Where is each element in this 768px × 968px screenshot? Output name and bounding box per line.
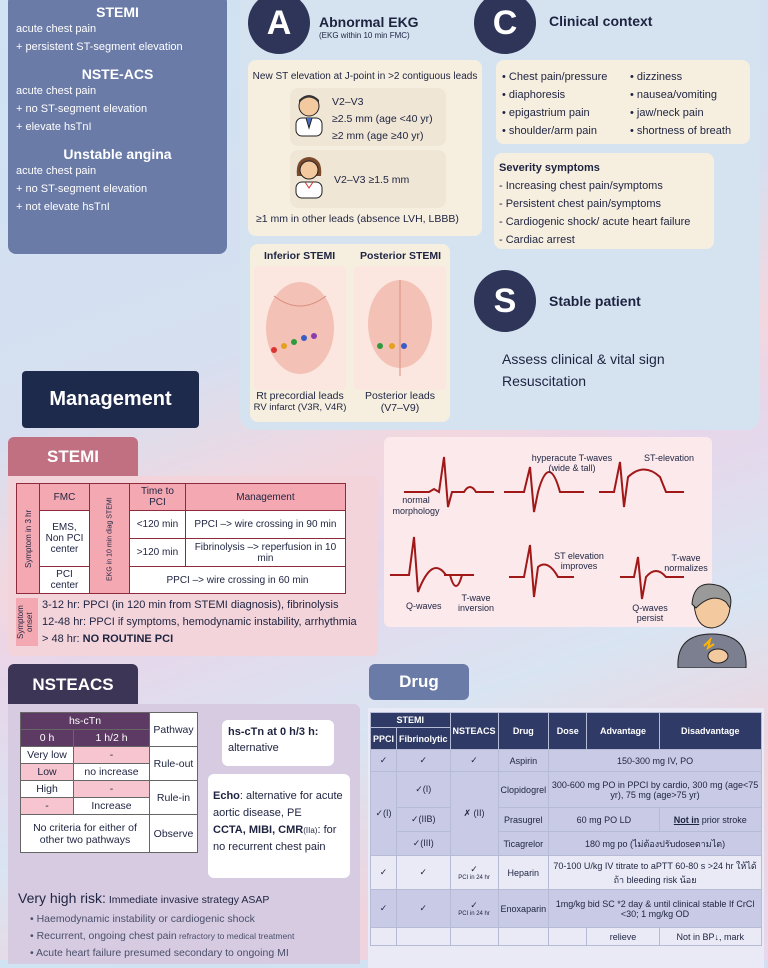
dose-cell: 150-300 mg IV, PO xyxy=(549,750,762,772)
def-line: + no ST-segment elevation xyxy=(16,183,148,195)
female-icon xyxy=(292,154,326,200)
time-cell: <120 min xyxy=(130,511,186,539)
dose-cell: 300-600 mg PO in PPCI by cardio, 300 mg (age<75 yr), 75 mg (age>75 yr) xyxy=(549,772,762,808)
a-title: Abnormal EKG xyxy=(319,14,419,30)
rulein-cell: Rule-in xyxy=(150,781,198,815)
def-line: + no ST-segment elevation xyxy=(16,103,148,115)
mgmt-cell: PPCI –> wire crossing in 60 min xyxy=(130,567,346,594)
letter-a-badge: A xyxy=(248,0,310,54)
dose-cell: 60 mg PO LD xyxy=(549,808,659,832)
th-0h: 0 h xyxy=(21,730,74,747)
ctn-cell: Increase xyxy=(74,798,150,815)
leads-panel xyxy=(250,244,450,422)
cross-cell: ✗ (II) xyxy=(450,772,498,856)
male-crit-1: ≥2.5 mm (age <40 yr) xyxy=(332,113,433,125)
th-time: Time to PCI xyxy=(130,484,186,511)
stemi-def-title: STEMI xyxy=(96,4,139,20)
ekg-tnorm-label: T-wave normalizes xyxy=(664,553,708,573)
inferior-chest-image xyxy=(254,266,346,390)
check-cell: ✓(I) xyxy=(397,772,451,808)
ekg-tinv-label: T-wave inversion xyxy=(457,593,495,613)
a-intro: New ST elevation at J-point in >2 contiguous leads xyxy=(252,71,478,82)
ekg-evolution-panel xyxy=(384,437,712,627)
th-ppci: PPCI xyxy=(371,728,397,750)
s-line-1: Assess clinical & vital sign xyxy=(502,351,665,367)
echo-text: Echo: alternative for acute aortic disease, PE xyxy=(213,790,343,819)
male-lead: V2–V3 xyxy=(332,96,364,108)
check-cell: ✓(III) xyxy=(397,832,451,856)
th-dis: Disadvantage xyxy=(659,713,761,750)
check-cell: ✓ xyxy=(397,856,451,890)
alt-box xyxy=(222,720,334,766)
ekg-qwave-label: Q-waves xyxy=(406,601,442,611)
def-line: acute chest pain xyxy=(16,23,97,35)
drug-name: Ticagrelor xyxy=(498,832,549,856)
hs-ctn-table xyxy=(20,712,198,853)
check-cell: ✓ xyxy=(371,750,397,772)
symptom-item: • Chest pain/pressure xyxy=(502,71,608,83)
alt-sub: alternative xyxy=(228,742,279,754)
posterior-caption-1: Posterior leads xyxy=(364,390,436,402)
very-high-risk: Very high risk: Immediate invasive strategy ASAP xyxy=(18,890,270,906)
symptoms-box xyxy=(496,60,750,144)
ekg-hyper-label: hyperacute T-waves (wide & tall) xyxy=(531,453,613,473)
dose-cell: 1mg/kg bid SC *2 day & until clinical stable If CrCl <30; 1 mg/kg OD xyxy=(549,890,762,928)
ctn-cell: - xyxy=(21,798,74,815)
posterior-caption-2: (V7–V9) xyxy=(380,402,420,414)
check-cell: ✓ xyxy=(397,890,451,928)
ctn-cell: Very low xyxy=(21,747,74,764)
ua-def-title: Unstable angina xyxy=(63,146,172,162)
imaging-box xyxy=(208,774,350,878)
ekg-qpersist-label: Q-waves persist xyxy=(632,603,668,623)
ekg-normal-label: normal morphology xyxy=(392,495,440,516)
check-cell: ✓ xyxy=(371,856,397,890)
pci24-cell: ✓ PCI in 24 hr xyxy=(450,856,498,890)
ctn-cell: High xyxy=(21,781,74,798)
symptom-item: • nausea/vomiting xyxy=(630,89,718,101)
ctn-cell: - xyxy=(74,781,150,798)
empty-cell xyxy=(371,928,397,946)
onset-side-label: Symptom onset xyxy=(16,598,38,646)
mgmt-cell: PPCI –> wire crossing in 90 min xyxy=(185,511,345,539)
severity-item: - Persistent chest pain/symptoms xyxy=(499,198,662,210)
severity-item: - Cardiac arrest xyxy=(499,234,575,246)
ctn-cell: Low xyxy=(21,764,74,781)
nsteacs-title: NSTEACS xyxy=(8,664,138,706)
th-drug: Drug xyxy=(498,713,549,750)
th-fib: Fibrinolytic xyxy=(397,728,451,750)
drug-table xyxy=(370,712,762,946)
th-adv: Advantage xyxy=(587,713,659,750)
ctn-cell: no increase xyxy=(74,764,150,781)
mgmt-cell: Fibrinolysis –> reperfusion in 10 min xyxy=(185,539,345,567)
severity-item: - Cardiogenic shock/ acute heart failure xyxy=(499,216,691,228)
check-cell: ✓ xyxy=(371,890,397,928)
observe-cell: Observe xyxy=(150,815,198,853)
acs-definition-panel xyxy=(8,0,227,254)
inferior-title: Inferior STEMI xyxy=(264,250,336,262)
s-line-2: Resuscitation xyxy=(502,373,587,389)
symptom-item: • shortness of breath xyxy=(630,125,732,137)
drug-name: Enoxaparin xyxy=(498,890,549,928)
vhr-bullet: • Acute heart failure presumed secondary to ongoing MI xyxy=(30,947,289,959)
s-title: Stable patient xyxy=(549,293,641,309)
dis-cell: Not in BP↓, mark xyxy=(659,928,761,946)
ctn-cell: - xyxy=(74,747,150,764)
drug-title: Drug xyxy=(369,664,469,700)
check-cell: ✓(I) xyxy=(371,772,397,856)
management-header: Management xyxy=(22,371,199,428)
severity-title: Severity symptoms xyxy=(499,162,600,174)
vhr-bullet: • Recurrent, ongoing chest pain refractory to medical treatment xyxy=(30,930,295,942)
empty-cell xyxy=(549,928,587,946)
posterior-title: Posterior STEMI xyxy=(360,250,442,262)
drug-name: Aspirin xyxy=(498,750,549,772)
ekg-st-label: ST-elevation xyxy=(644,453,695,463)
ccta-text: CCTA, MIBI, CMR(IIa): for no recurrent chest pain xyxy=(213,824,337,853)
severity-item: - Increasing chest pain/symptoms xyxy=(499,180,663,192)
fmc-ems: EMS, Non PCI center xyxy=(40,511,90,567)
side-label-2: EKG in 10 min diag STEMI xyxy=(90,484,130,594)
symptom-item: • epigastrium pain xyxy=(502,107,590,119)
dose-cell: 70-100 U/kg IV titrate to aPTT 60-80 s >24 hr ให้ได้ถ้า bleeding risk น้อย xyxy=(549,856,762,890)
drug-name: Heparin xyxy=(498,856,549,890)
c-title: Clinical context xyxy=(549,13,653,29)
posterior-back-image xyxy=(354,266,446,390)
onset-line: 3-12 hr: PPCI (in 120 min from STEMI diagnosis), fibrinolysis xyxy=(42,599,339,611)
th-dose: Dose xyxy=(549,713,587,750)
empty-cell xyxy=(498,928,549,946)
th-mgmt: Management xyxy=(185,484,345,511)
def-line: acute chest pain xyxy=(16,85,97,97)
symptom-item: • dizziness xyxy=(630,71,683,83)
drug-name: Prasugrel xyxy=(498,808,549,832)
a-other-leads: ≥1 mm in other leads (absence LVH, LBBB) xyxy=(256,213,459,225)
inferior-caption-2: RV infarct (V3R, V4R) xyxy=(253,402,347,413)
time-cell: >120 min xyxy=(130,539,186,567)
check-cell: ✓ xyxy=(397,750,451,772)
th-1h: 1 h/2 h xyxy=(74,730,150,747)
symptom-item: • diaphoresis xyxy=(502,89,566,101)
vhr-bullet: • Haemodynamic instability or cardiogenic shock xyxy=(30,913,255,925)
fmc-pci: PCI center xyxy=(40,567,90,594)
ekg-improves-label: ST elevation improves xyxy=(554,551,604,571)
th-fmc: FMC xyxy=(40,484,90,511)
female-crit: V2–V3 ≥1.5 mm xyxy=(334,174,410,186)
male-crit-2: ≥2 mm (age ≥40 yr) xyxy=(332,130,424,142)
stemi-mgmt-title: STEMI xyxy=(8,437,138,477)
alt-title: hs-cTn at 0 h/3 h: xyxy=(228,726,319,738)
pci24-cell: ✓ PCI in 24 hr xyxy=(450,890,498,928)
th-hs-ctn: hs-cTn xyxy=(21,713,150,730)
def-line: + persistent ST-segment elevation xyxy=(16,41,183,53)
patient-chest-pain-icon xyxy=(672,582,752,668)
severity-box xyxy=(494,153,714,249)
ruleout-cell: Rule-out xyxy=(150,747,198,781)
male-icon xyxy=(292,92,326,138)
symptom-item: • jaw/neck pain xyxy=(630,107,704,119)
stemi-table xyxy=(16,483,346,594)
inferior-caption-1: Rt precordial leads xyxy=(256,390,344,402)
nste-def-title: NSTE-ACS xyxy=(81,66,154,82)
onset-line: > 48 hr: NO ROUTINE PCI xyxy=(42,633,174,645)
letter-s-badge: S xyxy=(474,270,536,332)
a-subtitle: (EKG within 10 min FMC) xyxy=(319,31,410,40)
a-criteria-box xyxy=(248,60,482,236)
side-label: Symptom in 3 hr xyxy=(17,484,40,594)
empty-cell xyxy=(450,928,498,946)
check-cell: ✓(IIB) xyxy=(397,808,451,832)
def-line: + not elevate hsTnI xyxy=(16,201,110,213)
drug-name: Clopidogrel xyxy=(498,772,549,808)
adv-cell: relieve xyxy=(587,928,659,946)
dose-cell: 180 mg po (ไม่ต้องปรับdoseตามไต) xyxy=(549,832,762,856)
empty-cell xyxy=(397,928,451,946)
onset-line: 12-48 hr: PPCI if symptoms, hemodynamic instability, arrhythmia xyxy=(42,616,357,628)
th-nsteacs: NSTEACS xyxy=(450,713,498,750)
letter-c-badge: C xyxy=(474,0,536,54)
def-line: acute chest pain xyxy=(16,165,97,177)
th-pathway: Pathway xyxy=(150,713,198,747)
dis-cell: Not in prior stroke xyxy=(659,808,761,832)
nocriteria-cell: No criteria for either of other two pathways xyxy=(21,815,150,853)
th-stemi: STEMI xyxy=(371,713,451,728)
symptom-item: • shoulder/arm pain xyxy=(502,125,597,137)
check-cell: ✓ xyxy=(450,750,498,772)
def-line: + elevate hsTnI xyxy=(16,121,92,133)
